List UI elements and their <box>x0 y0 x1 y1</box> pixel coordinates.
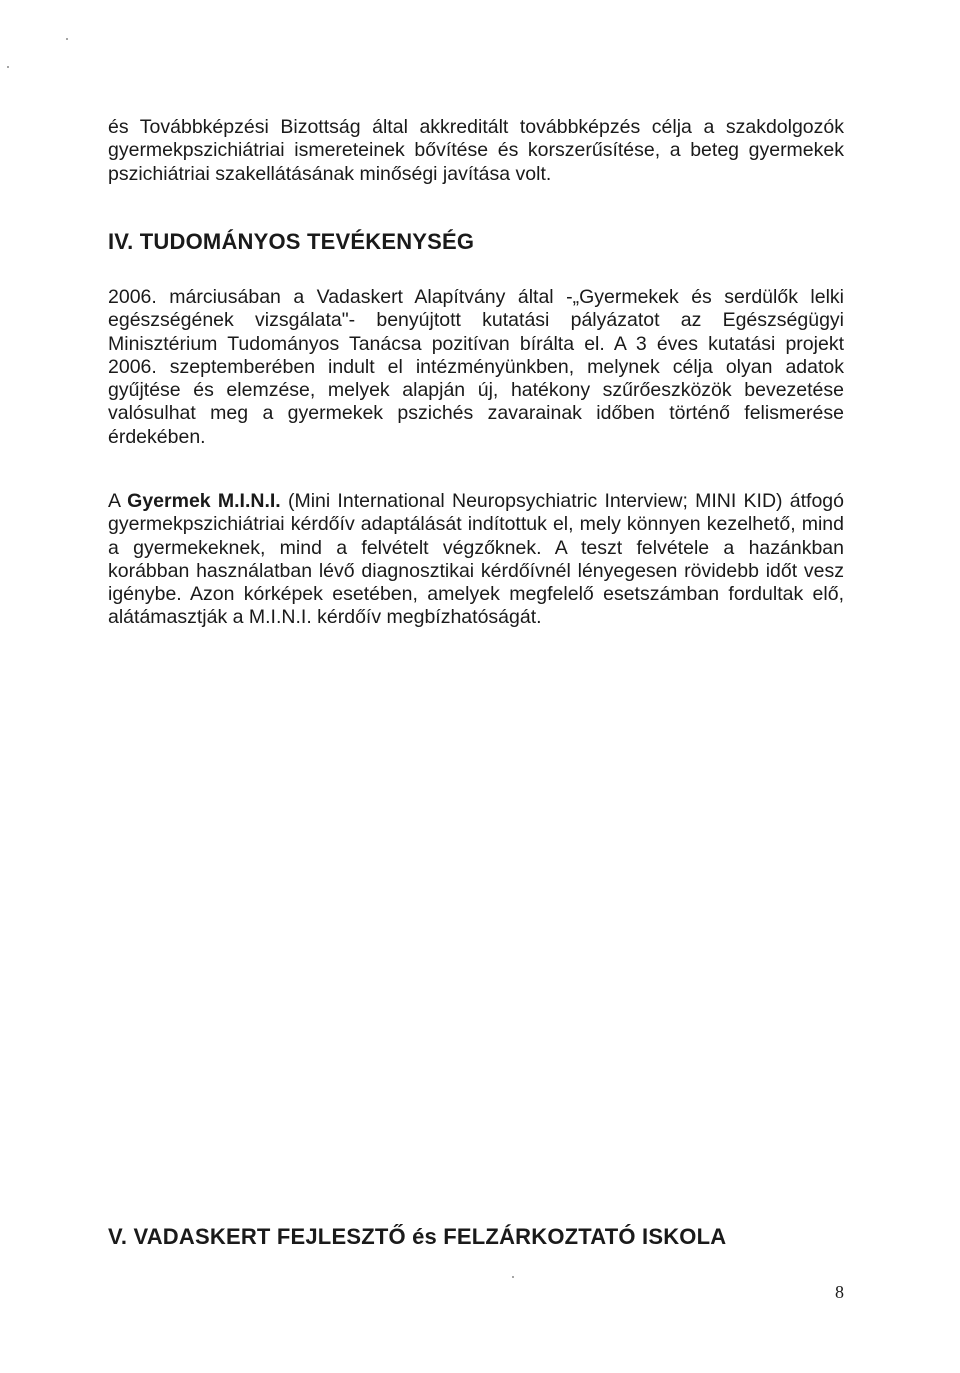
text-line: 2006. márciusában a Vadaskert Alapítvány által -„Gyermekek és serdülők lelki <box>108 286 844 308</box>
section-heading-iv: IV. TUDOMÁNYOS TEVÉKENYSÉG <box>108 229 475 254</box>
scan-speck <box>512 1276 514 1278</box>
text-line: alátámasztják a M.I.N.I. kérdőív megbízhatóságát. <box>108 606 542 629</box>
text-line: a gyermekeknek, mind a felvételt végzőknek. A teszt felvétele a hazánkban <box>108 536 844 559</box>
research-paragraph <box>108 286 844 449</box>
text-line: és Továbbképzési Bizottság által akkreditált továbbképzés célja a szakdolgozók <box>108 116 844 138</box>
text-line: gyűjtése és elemzése, melyek alapján új, hatékony szűrőeszközök bevezetése <box>108 379 844 402</box>
text-line: igénybe. Azon kórképek esetében, amelyek megfelelő esetszámban fordultak elő, <box>108 583 844 606</box>
text-line <box>108 490 844 513</box>
bold-term: Gyermek M.I.N.I. <box>127 490 281 512</box>
text-fragment: A <box>108 490 128 512</box>
text-line: pszichiátriai szakellátásának minőségi javítása volt. <box>108 162 552 185</box>
scan-speck <box>66 38 68 40</box>
text-fragment: (Mini International Neuropsychiatric Interview; MINI KID) átfogó <box>280 490 844 512</box>
text-line: érdekében. <box>108 425 206 448</box>
text-line: valósulhat meg a gyermekek pszichés zavarainak időben történő felismerése <box>108 402 844 425</box>
intro-paragraph <box>108 116 844 186</box>
mini-paragraph <box>108 490 844 630</box>
text-line: Minisztérium Tudományos Tanácsa pozitívan bírálta el. A 3 éves kutatási projekt <box>108 332 844 355</box>
text-line: gyermekpszichiátriai ismereteinek bővítése és korszerűsítése, a beteg gyermekek <box>108 139 844 162</box>
text-line: korábban használatban lévő diagnosztikai kérdőívnél lényegesen rövidebb időt vesz <box>108 559 844 582</box>
text-line: 2006. szeptemberében indult el intézményünkben, melynek célja olyan adatok <box>108 355 844 378</box>
page-number: 8 <box>835 1282 844 1302</box>
scan-speck <box>7 66 9 68</box>
text-line: gyermekpszichiátriai kérdőív adaptálását indítottuk el, mely könnyen kezelhető, mind <box>108 513 844 536</box>
text-line: egészségének vizsgálata"- benyújtott kutatási pályázatot az Egészségügyi <box>108 309 844 332</box>
section-heading-v: V. VADASKERT FEJLESZTŐ és FELZÁRKOZTATÓ ISKOLA <box>108 1224 727 1249</box>
